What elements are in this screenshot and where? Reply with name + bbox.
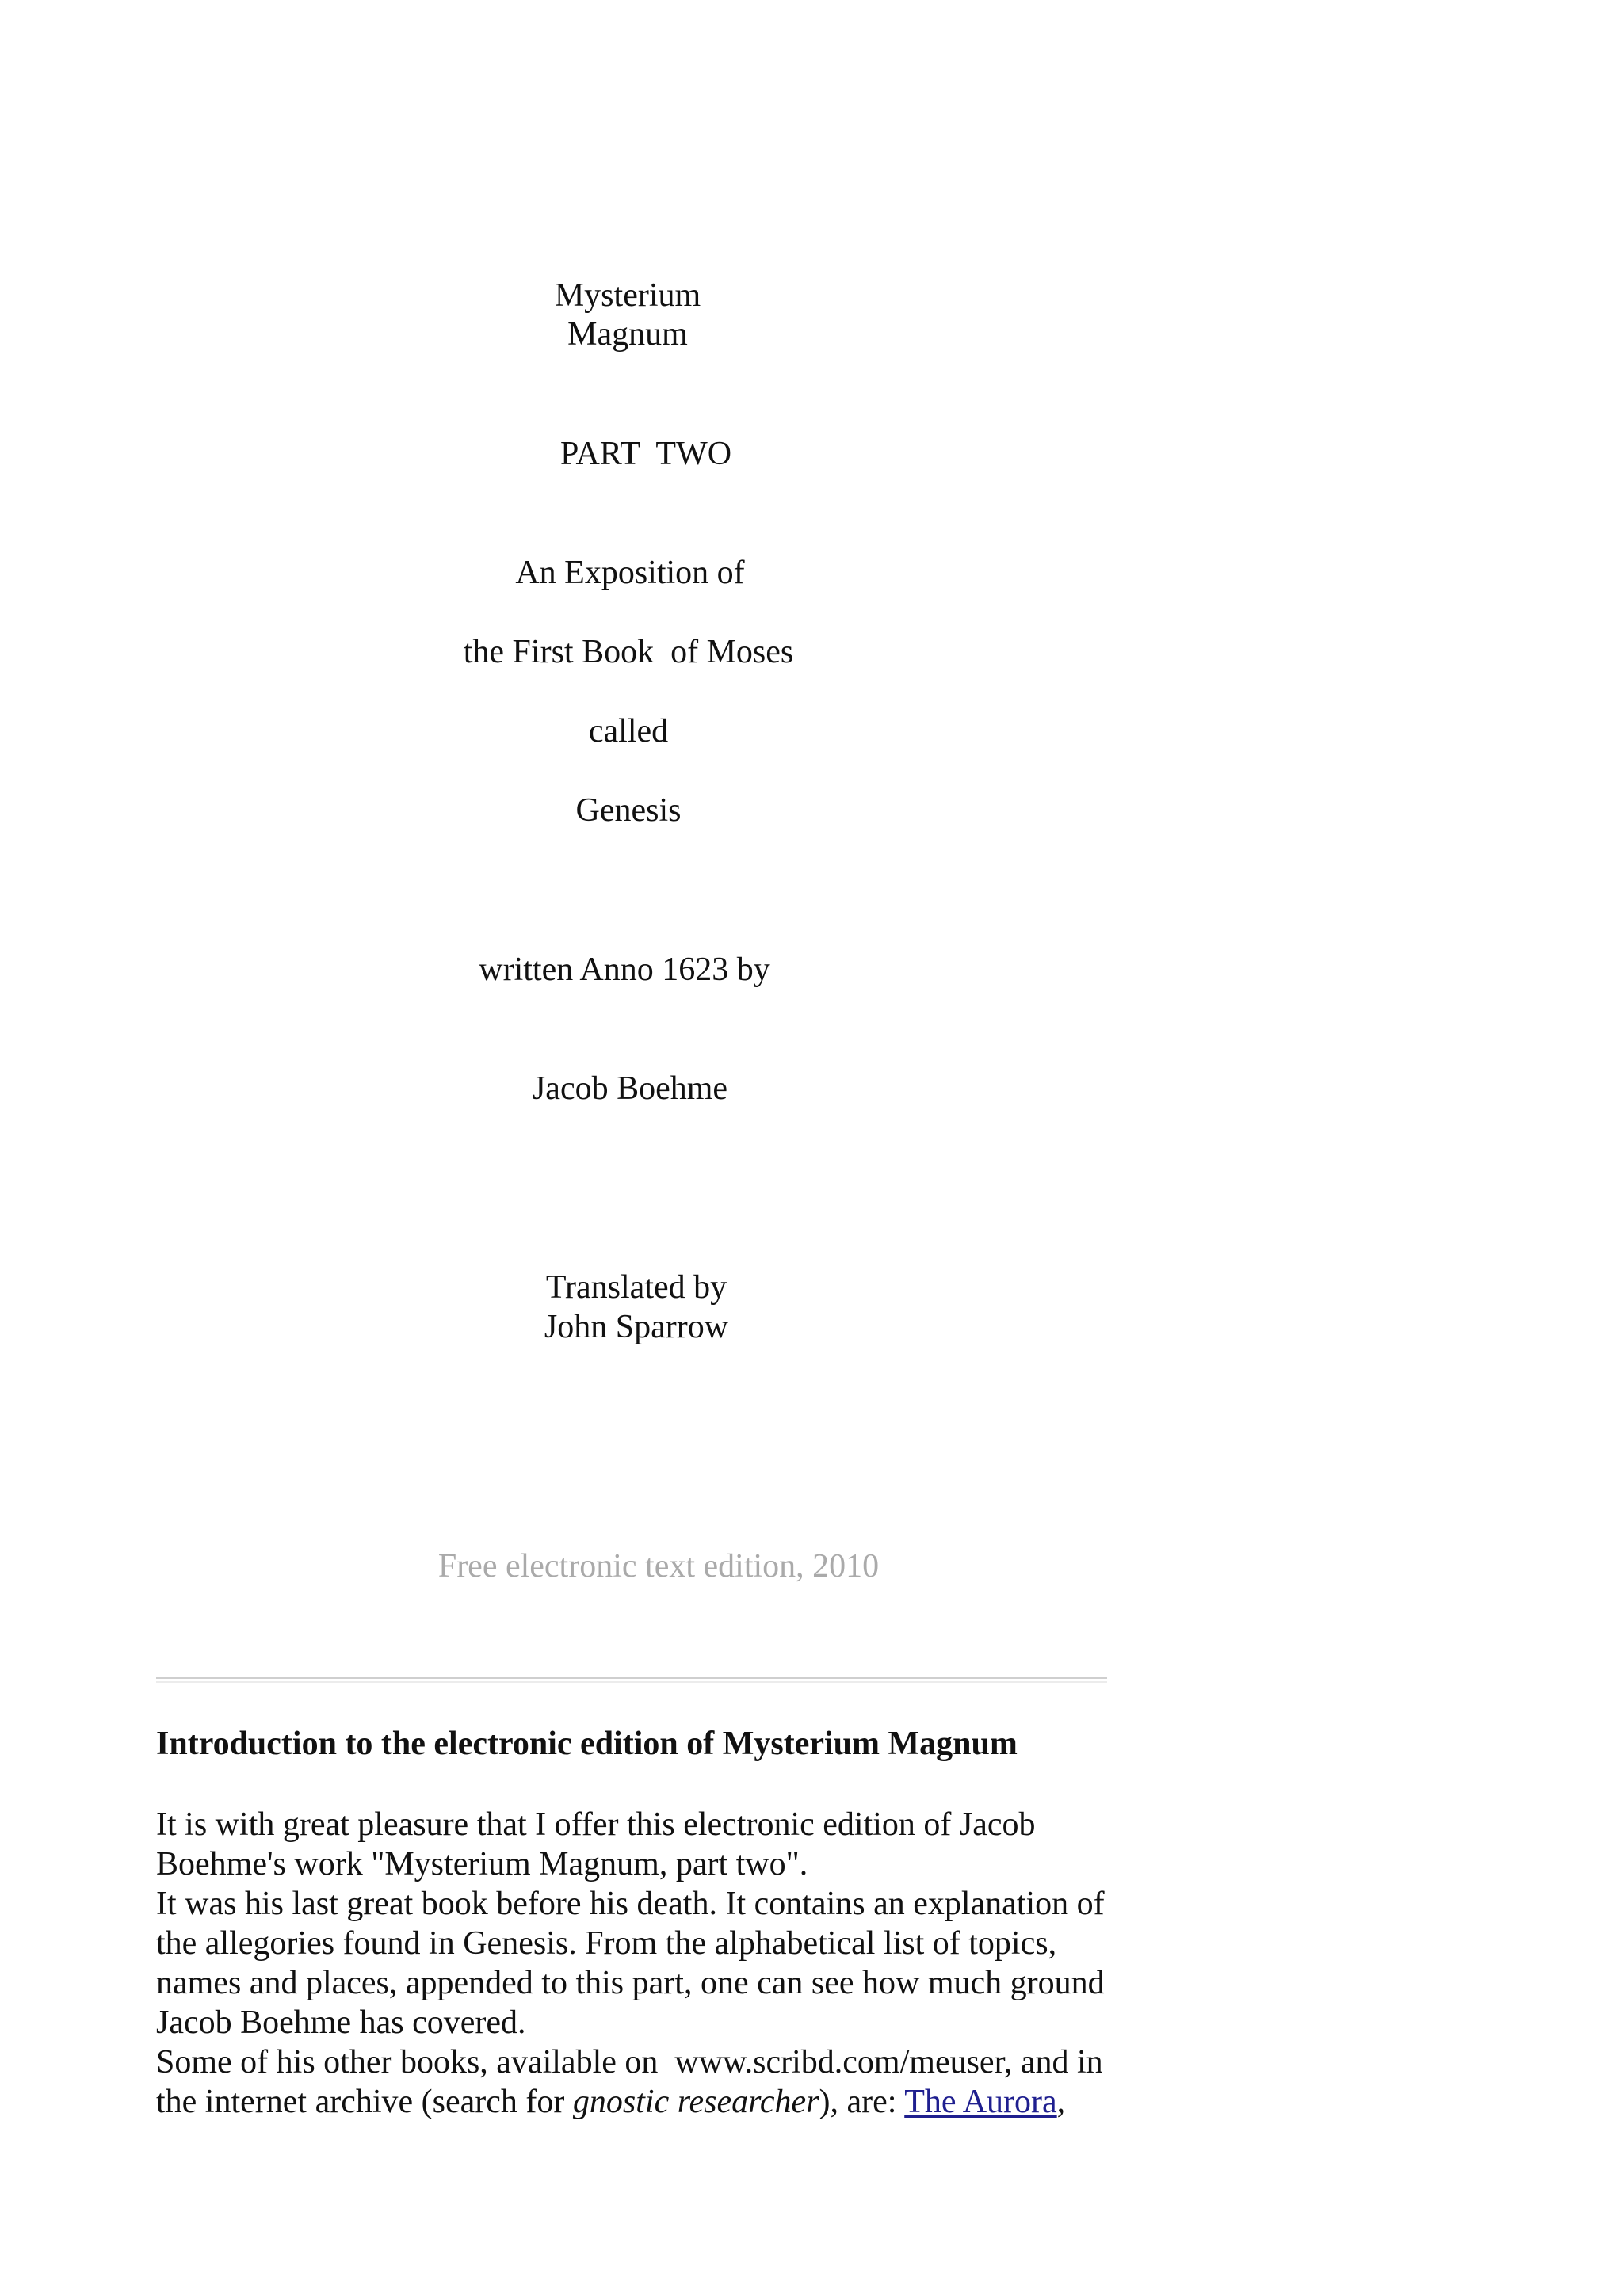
intro-line: the allegories found in Genesis. From the alphabetical list of topics, (156, 1925, 1057, 1962)
written-line: written Anno 1623 by (479, 952, 770, 988)
translator-name: John Sparrow (544, 1309, 729, 1345)
title-line-1: Mysterium (554, 277, 701, 314)
introduction-heading: Introduction to the electronic edition of Mysterium Magnum (156, 1726, 1018, 1762)
intro-last-middle: ), are: (819, 2084, 905, 2120)
horizontal-rule (156, 1677, 1107, 1683)
intro-last-prefix: the internet archive (search for (156, 2084, 573, 2120)
intro-line: It was his last great book before his death. It contains an explanation of (156, 1886, 1105, 1922)
intro-line: names and places, appended to this part, one can see how much ground (156, 1965, 1105, 2001)
intro-line: Some of his other books, available on www.scribd.com/meuser, and in (156, 2044, 1103, 2081)
author-name: Jacob Boehme (532, 1070, 728, 1107)
title-line-2: Magnum (567, 316, 688, 353)
intro-line-last (156, 2082, 1139, 2122)
aurora-link[interactable]: The Aurora (904, 2084, 1057, 2120)
intro-line: It is with great pleasure that I offer this electronic edition of Jacob (156, 1806, 1036, 1843)
translated-by-line: Translated by (545, 1269, 727, 1306)
subtitle-line-4: Genesis (575, 792, 682, 829)
intro-last-suffix: , (1056, 2084, 1066, 2120)
intro-search-term: gnostic researcher (572, 2084, 819, 2120)
subtitle-line-1: An Exposition of (515, 555, 745, 591)
subtitle-line-3: called (588, 713, 669, 749)
part-heading: PART TWO (559, 436, 732, 472)
subtitle-line-2: the First Book of Moses (463, 634, 794, 670)
intro-line: Boehme's work "Mysterium Magnum, part two". (156, 1846, 808, 1882)
edition-note: Free electronic text edition, 2010 (437, 1548, 880, 1585)
introduction-body (156, 1805, 1139, 2122)
intro-line: Jacob Boehme has covered. (156, 2004, 526, 2041)
